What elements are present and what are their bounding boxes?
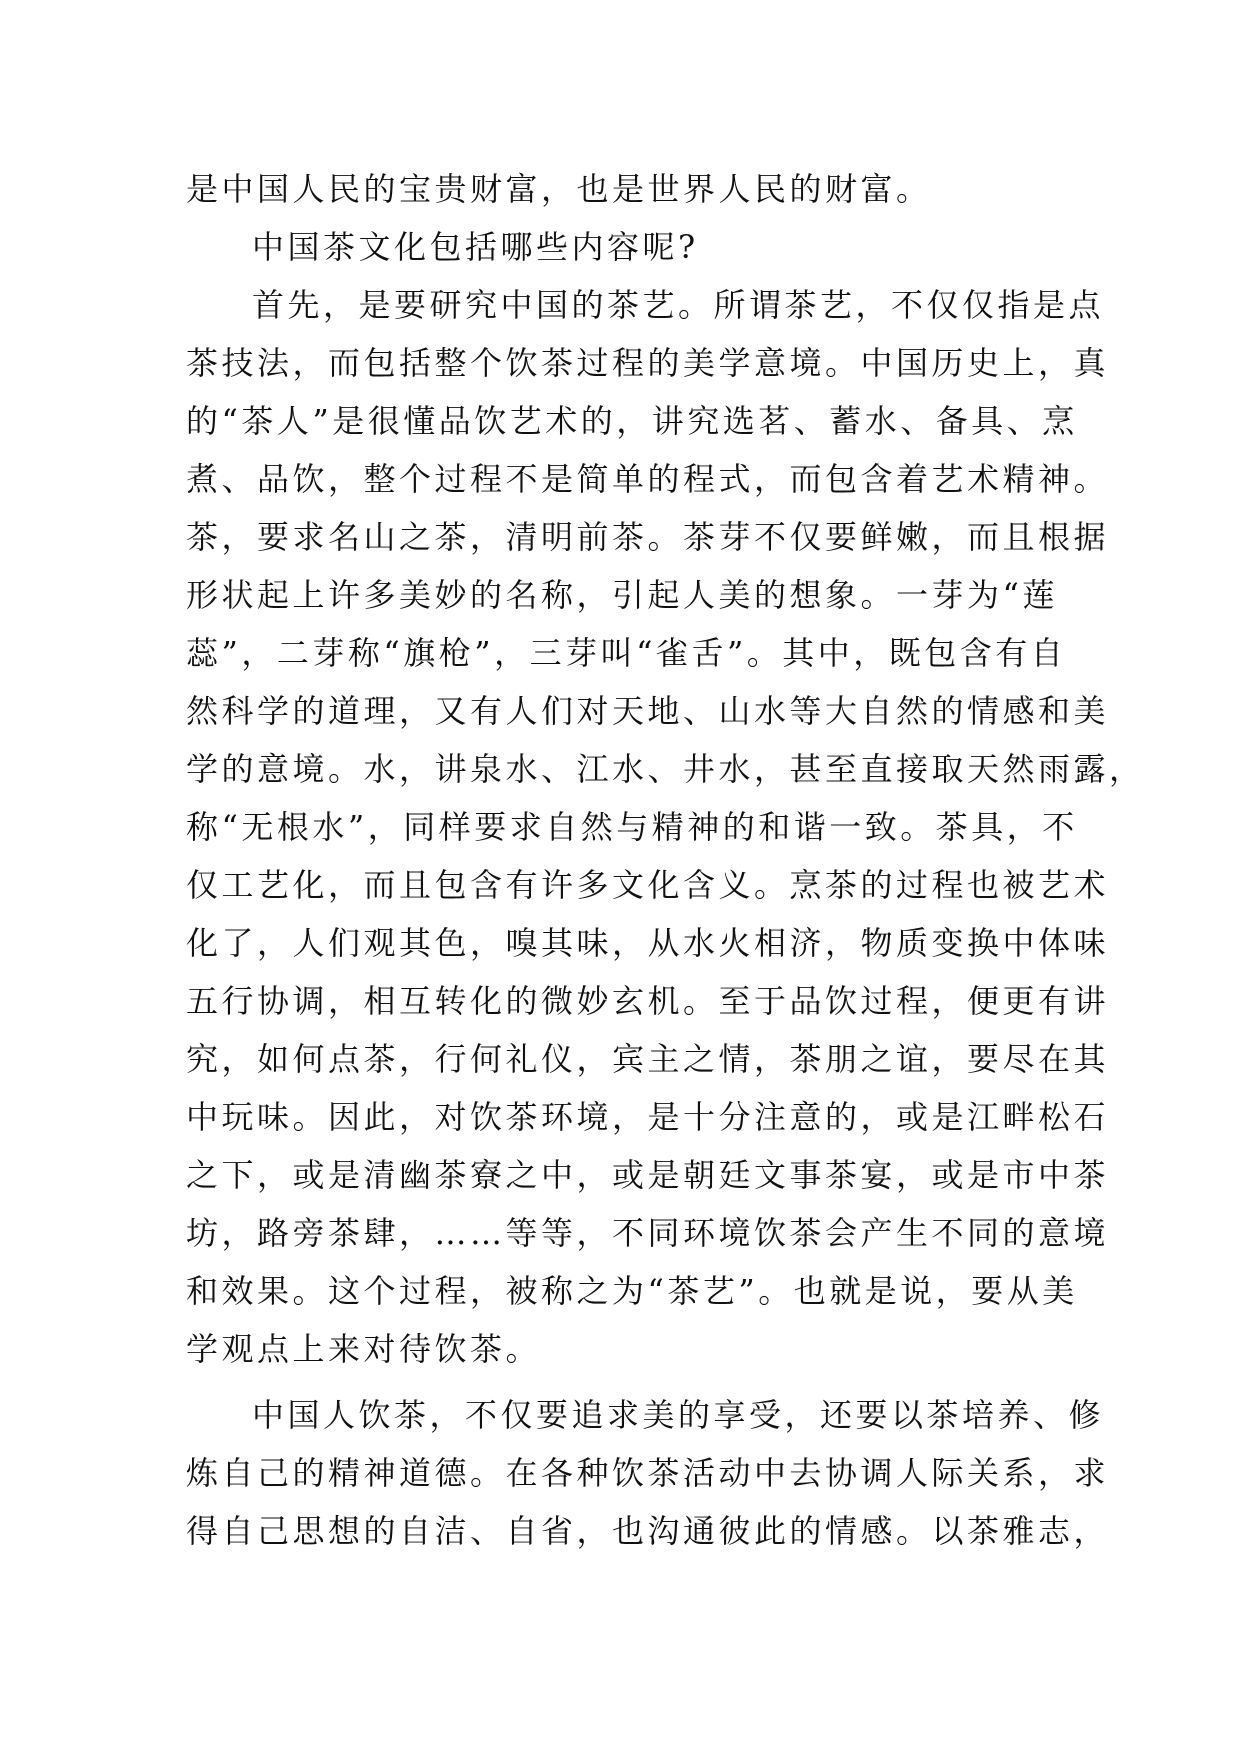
text-line: 然科学的道理，又有人们对天地、山水等大自然的情感和美 xyxy=(186,692,1110,730)
text-line: 煮、品饮，整个过程不是简单的程式，而包含着艺术精神。 xyxy=(186,460,1110,498)
text-line: 茶技法，而包括整个饮茶过程的美学意境。中国历史上，真 xyxy=(186,344,1110,382)
text-line: 形状起上许多美妙的名称，引起人美的想象。一芽为“莲 xyxy=(186,576,1058,614)
text-line: 学观点上来对待饮茶。 xyxy=(186,1330,542,1368)
text-line: 是中国人民的宝贵财富，也是世界人民的财富。 xyxy=(186,170,932,208)
text-line: 之下，或是清幽茶寮之中，或是朝廷文事茶宴，或是市中茶 xyxy=(186,1156,1110,1194)
text-line: 称“无根水”，同样要求自然与精神的和谐一致。茶具，不 xyxy=(186,808,1078,846)
paragraph-first-line: 中国人饮茶，不仅要追求美的享受，还要以茶培养、修 xyxy=(252,1396,1105,1434)
body-text xyxy=(186,160,1145,1560)
text-line: 化了，人们观其色，嗅其味，从水火相济，物质变换中体味 xyxy=(186,924,1110,962)
paragraph-first-line: 首先，是要研究中国的茶艺。所谓茶艺，不仅仅指是点 xyxy=(252,286,1105,324)
text-line: 的“茶人”是很懂品饮艺术的，讲究选茗、蓄水、备具、烹 xyxy=(186,402,1078,440)
text-line: 中玩味。因此，对饮茶环境，是十分注意的，或是江畔松石 xyxy=(186,1098,1110,1136)
text-line: 茶，要求名山之茶，清明前茶。茶芽不仅要鲜嫩，而且根据 xyxy=(186,518,1110,556)
text-line: 仅工艺化，而且包含有许多文化含义。烹茶的过程也被艺术 xyxy=(186,866,1110,904)
text-line: 五行协调，相互转化的微妙玄机。至于品饮过程，便更有讲 xyxy=(186,982,1110,1020)
text-line: 学的意境。水，讲泉水、江水、井水，甚至直接取天然雨露， xyxy=(186,750,1145,788)
text-line: 蕊”，二芽称“旗枪”，三芽叫“雀舌”。其中，既包含有自 xyxy=(186,634,1067,672)
text-line: 炼自己的精神道德。在各种饮茶活动中去协调人际关系，求 xyxy=(186,1454,1110,1492)
text-line: 和效果。这个过程，被称之为“茶艺”。也就是说，要从美 xyxy=(186,1272,1078,1310)
text-line: 坊，路旁茶肆，……等等，不同环境饮茶会产生不同的意境 xyxy=(186,1214,1110,1252)
text-line: 得自己思想的自洁、自省，也沟通彼此的情感。以茶雅志， xyxy=(186,1512,1110,1550)
text-line: 究，如何点茶，行何礼仪，宾主之情，茶朋之谊，要尽在其 xyxy=(186,1040,1110,1078)
paragraph-first-line: 中国茶文化包括哪些内容呢? xyxy=(252,228,699,266)
